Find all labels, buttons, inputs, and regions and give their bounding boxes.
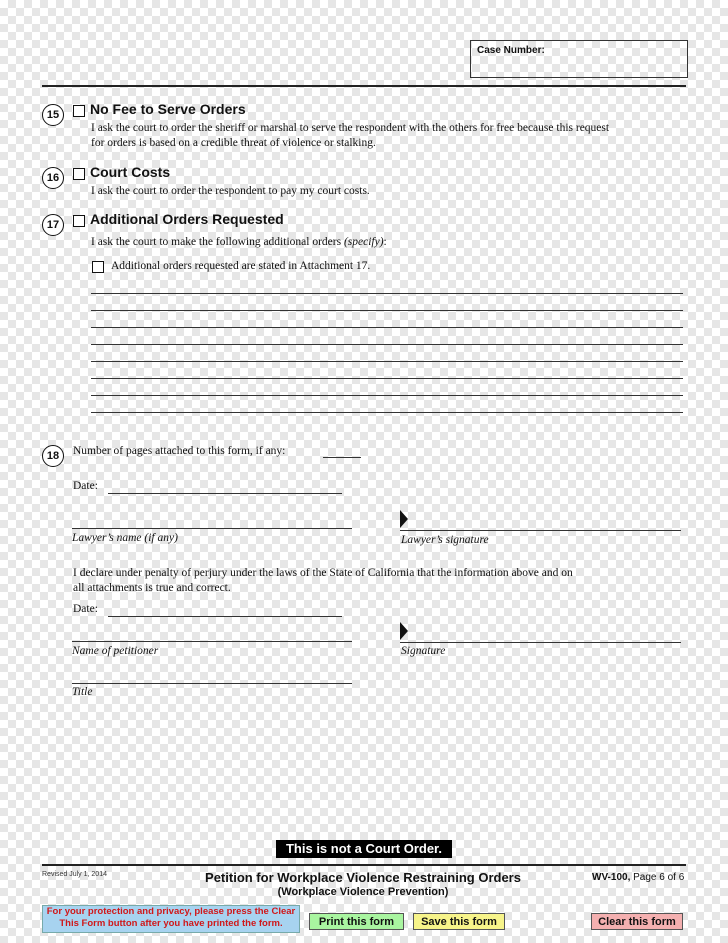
item-15-text-line2: for orders is based on a credible threat of violence or stalking.: [91, 137, 376, 149]
save-button[interactable]: Save this form: [413, 913, 505, 930]
item-17-text: [91, 235, 387, 250]
petitioner-title-label: Title: [72, 686, 93, 698]
lawyer-name-field[interactable]: [72, 528, 352, 529]
attachment-17-checkbox[interactable]: [92, 261, 104, 273]
item-18-text: Number of pages attached to this form, if any:: [73, 445, 286, 457]
pages-attached-field[interactable]: [323, 457, 361, 458]
item-18-number: 18: [42, 445, 64, 467]
privacy-notice: [42, 905, 300, 933]
petitioner-title-field[interactable]: [72, 683, 352, 684]
additional-orders-line[interactable]: [91, 327, 683, 328]
additional-orders-line[interactable]: [91, 412, 683, 413]
petitioner-date-field[interactable]: [108, 616, 342, 617]
petitioner-signature-field[interactable]: [400, 642, 681, 643]
clear-button[interactable]: Clear this form: [591, 913, 683, 930]
item-16-text: I ask the court to order the respondent to pay my court costs.: [91, 185, 370, 197]
privacy-notice-line1: For your protection and privacy, please press the Clear: [46, 906, 296, 917]
privacy-notice-line2: This Form button after you have printed the form.: [59, 918, 283, 929]
item-15-checkbox[interactable]: [73, 105, 85, 117]
petitioner-signature-label: Signature: [401, 645, 446, 657]
petitioner-name-label: Name of petitioner: [72, 645, 159, 657]
page-info: Page 6 of 6: [633, 872, 685, 883]
item-15-title: No Fee to Serve Orders: [90, 101, 246, 117]
signature-arrow-icon: [400, 510, 408, 528]
item-16-checkbox[interactable]: [73, 168, 85, 180]
additional-orders-line[interactable]: [91, 310, 683, 311]
item-17-text-specify: (specify): [343, 236, 384, 248]
petitioner-date-label: Date:: [73, 603, 98, 615]
item-16-title: Court Costs: [90, 164, 171, 180]
additional-orders-line[interactable]: [91, 293, 683, 294]
footer-divider: [42, 864, 686, 866]
lawyer-signature-label: Lawyer’s signature: [401, 534, 489, 546]
petitioner-name-field[interactable]: [72, 641, 352, 642]
form-code-line: [592, 872, 684, 883]
additional-orders-line[interactable]: [91, 378, 683, 379]
additional-orders-line[interactable]: [91, 361, 683, 362]
case-number-label: Case Number:: [477, 45, 545, 56]
item-15-text-line1: I ask the court to order the sheriff or marshal to serve the respondent with the others for free because this request: [91, 122, 610, 134]
item-17-text-suffix: :: [383, 236, 387, 248]
lawyer-date-field[interactable]: [108, 493, 342, 494]
attachment-17-text: Additional orders requested are stated in Attachment 17.: [111, 260, 371, 272]
lawyer-signature-field[interactable]: [400, 530, 681, 531]
item-17-number: 17: [42, 214, 64, 236]
additional-orders-line[interactable]: [91, 344, 683, 345]
form-title: Petition for Workplace Violence Restraining Orders: [205, 870, 521, 885]
form-code: WV-100,: [592, 872, 631, 883]
lawyer-name-label: Lawyer’s name (if any): [72, 532, 178, 544]
case-number-box[interactable]: [470, 40, 688, 78]
item-15-number: 15: [42, 104, 64, 126]
item-16-number: 16: [42, 167, 64, 189]
not-court-order-notice: This is not a Court Order.: [276, 840, 452, 858]
signature-arrow-icon: [400, 622, 408, 640]
print-button[interactable]: Print this form: [309, 913, 404, 930]
item-17-checkbox[interactable]: [73, 215, 85, 227]
declaration-line2: all attachments is true and correct.: [73, 582, 231, 594]
revised-date: Revised July 1, 2014: [42, 871, 107, 878]
item-17-text-prefix: I ask the court to make the following additional orders: [91, 236, 342, 248]
lawyer-date-label: Date:: [73, 480, 98, 492]
form-subtitle: (Workplace Violence Prevention): [277, 886, 449, 898]
item-17-title: Additional Orders Requested: [90, 211, 284, 227]
header-divider: [42, 85, 686, 87]
declaration-line1: I declare under penalty of perjury under the laws of the State of California that the information above and on: [73, 567, 573, 579]
additional-orders-line[interactable]: [91, 395, 683, 396]
